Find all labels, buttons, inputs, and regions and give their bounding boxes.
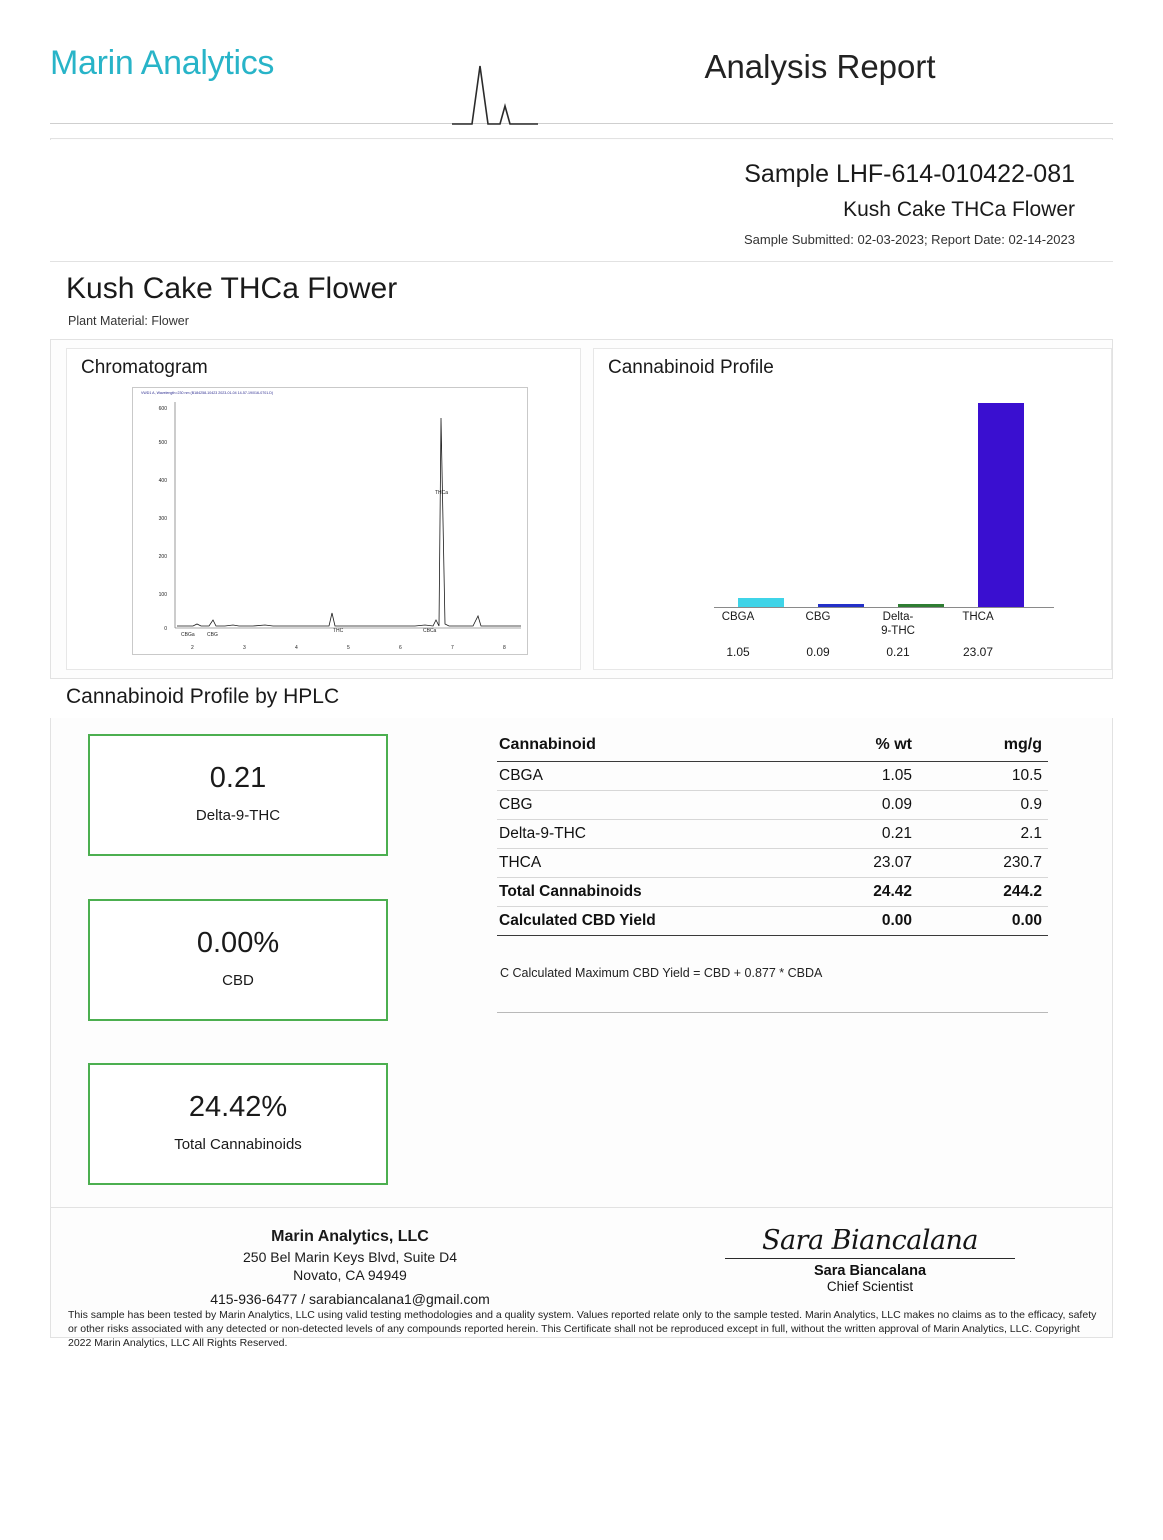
bar-value-delta9thc: 0.21	[886, 645, 910, 659]
chromatogram-ytick: 100	[158, 592, 167, 598]
chromatogram-xtick: 6	[399, 645, 402, 651]
cell-mgg: 10.5	[918, 762, 1048, 791]
lab-address-line2: Novato, CA 94949	[293, 1267, 407, 1284]
bar-label-delta9thc-line2: 9-THC	[881, 625, 915, 637]
table-row	[497, 849, 1048, 878]
stat-label-cbd: CBD	[222, 972, 254, 989]
table-row	[497, 762, 1048, 791]
bar-label-cbg: CBG	[805, 611, 831, 623]
stat-box-cbd	[88, 899, 388, 1021]
table-row-cbd-yield	[497, 907, 1048, 936]
sample-name: Kush Cake THCa Flower	[843, 198, 1075, 221]
cell-percent-wt: 0.21	[788, 820, 918, 849]
chromatogram-peak-label-thc: THC	[333, 628, 344, 634]
disclaimer-text: This sample has been tested by Marin Analytics, LLC using valid testing methodologies and a quality system. Values reported relate only to the sample tested. Marin Analytics, LLC makes no claims as to the efficacy, safety or other risks associated with any detected or non-detected levels of any compounds reported herein. This Certificate shall not be reproduced except in full, without the written approval of Marin Analytics, LLC. Copyright 2022 Marin Analytics, LLC All Rights Reserved.	[68, 1309, 1097, 1350]
bar-value-cbg: 0.09	[806, 645, 830, 659]
cannabinoid-results-table	[497, 732, 1048, 936]
cell-cannabinoid-name: CBGA	[497, 762, 788, 791]
lab-info	[140, 1226, 560, 1285]
chromatogram-xtick: 7	[451, 645, 454, 651]
lab-name: Marin Analytics, LLC	[271, 1228, 429, 1245]
chromatogram-logo-icon	[450, 58, 540, 128]
cell-cannabinoid-name: CBG	[497, 791, 788, 820]
chromatogram-peak-label-thca: THCa	[435, 490, 449, 496]
cell-yield-label: Calculated CBD Yield	[497, 907, 788, 936]
stat-label-delta9thc: Delta-9-THC	[195, 807, 281, 824]
cell-cannabinoid-name: THCA	[497, 849, 788, 878]
stat-value-total-cannabinoids: 24.42%	[188, 1091, 288, 1123]
cell-total-mgg: 244.2	[918, 878, 1048, 907]
sample-dates: Sample Submitted: 02-03-2023; Report Date: 02-14-2023	[744, 232, 1075, 247]
chromatogram-ytick: 0	[164, 626, 167, 632]
bar-thca	[978, 403, 1024, 607]
chromatogram-caption: VWD1 A, Wavelength=230 nm (B184258-10423 2023-01-04 14-57-19\016-0701.D)	[141, 391, 274, 395]
cbd-yield-note: C Calculated Maximum CBD Yield = CBD + 0.877 * CBDA	[500, 966, 823, 980]
chromatogram-xtick: 2	[191, 645, 194, 651]
hplc-section-title: Cannabinoid Profile by HPLC	[66, 685, 340, 708]
stat-value-cbd: 0.00%	[196, 927, 280, 959]
cell-yield-mgg: 0.00	[918, 907, 1048, 936]
cell-mgg: 0.9	[918, 791, 1048, 820]
cell-mgg: 2.1	[918, 820, 1048, 849]
table-row	[497, 820, 1048, 849]
bar-cbga	[738, 598, 784, 607]
chromatogram-ytick: 200	[158, 554, 167, 560]
column-header-cannabinoid: Cannabinoid	[497, 732, 788, 762]
cannabinoid-profile-heading: Cannabinoid Profile	[608, 357, 774, 378]
chromatogram-xtick: 5	[347, 645, 350, 651]
cell-percent-wt: 0.09	[788, 791, 918, 820]
chromatogram-trace	[133, 388, 529, 656]
page-title: Analysis Report	[704, 48, 936, 85]
cell-total-label: Total Cannabinoids	[497, 878, 788, 907]
chromatogram-xtick: 8	[503, 645, 506, 651]
stat-value-delta9thc: 0.21	[209, 762, 267, 794]
column-header-percent-wt: % wt	[788, 732, 918, 762]
signature-image: Sara Biancalana	[761, 1225, 979, 1256]
signer-role: Chief Scientist	[826, 1279, 914, 1294]
report-header	[50, 38, 1113, 124]
product-subtitle: Plant Material: Flower	[68, 314, 189, 328]
stat-box-delta9thc	[88, 734, 388, 856]
bar-value-cbga: 1.05	[726, 645, 750, 659]
bar-label-cbga: CBGA	[721, 611, 755, 623]
chromatogram-ytick: 300	[158, 516, 167, 522]
hplc-section-band	[50, 678, 1113, 718]
chromatogram-peak-label-cbg: CBG	[207, 632, 218, 638]
product-band	[50, 262, 1113, 340]
cell-yield-percent-wt: 0.00	[788, 907, 918, 936]
signature-block	[720, 1225, 1020, 1294]
company-logo-text: Marin Analytics	[50, 44, 275, 82]
cell-mgg: 230.7	[918, 849, 1048, 878]
lab-address-line1: 250 Bel Marin Keys Blvd, Suite D4	[243, 1248, 457, 1265]
signer-name: Sara Biancalana	[813, 1263, 927, 1279]
stat-label-total-cannabinoids: Total Cannabinoids	[174, 1136, 302, 1153]
table-bottom-rule	[497, 1012, 1048, 1013]
bar-label-thca: THCA	[962, 611, 994, 623]
bar-chart-plot	[714, 395, 1054, 607]
product-title: Kush Cake THCa Flower	[66, 272, 398, 305]
bar-label-delta9thc: Delta-	[882, 611, 914, 623]
stat-box-total-cannabinoids	[88, 1063, 388, 1185]
chromatogram-peak-label-cbca: CBCa	[423, 628, 437, 634]
column-header-mgg: mg/g	[918, 732, 1048, 762]
signature-line	[725, 1258, 1015, 1259]
cell-total-percent-wt: 24.42	[788, 878, 918, 907]
chromatogram-xtick: 3	[243, 645, 246, 651]
cannabinoid-profile-panel	[593, 348, 1112, 670]
lab-contact: 415-936-6477 / sarabiancalana1@gmail.com	[210, 1291, 490, 1307]
sample-id: Sample LHF-614-010422-081	[744, 160, 1075, 188]
bar-chart-axis	[714, 607, 1054, 608]
chromatogram-ytick: 600	[158, 406, 167, 412]
chromatogram-plot	[132, 387, 528, 655]
chromatogram-ytick: 400	[158, 478, 167, 484]
cell-cannabinoid-name: Delta-9-THC	[497, 820, 788, 849]
footer-separator	[50, 1207, 1113, 1208]
table-header-row	[497, 732, 1048, 762]
cell-percent-wt: 23.07	[788, 849, 918, 878]
bar-value-thca: 23.07	[962, 645, 994, 659]
chromatogram-peak-label-cbga: CBGa	[181, 632, 195, 638]
sample-summary	[50, 140, 1113, 262]
chromatogram-heading: Chromatogram	[81, 357, 208, 378]
table-row	[497, 791, 1048, 820]
chromatogram-xtick: 4	[295, 645, 298, 651]
cell-percent-wt: 1.05	[788, 762, 918, 791]
chromatogram-ytick: 500	[158, 440, 167, 446]
table-row-total	[497, 878, 1048, 907]
chromatogram-panel	[66, 348, 581, 670]
